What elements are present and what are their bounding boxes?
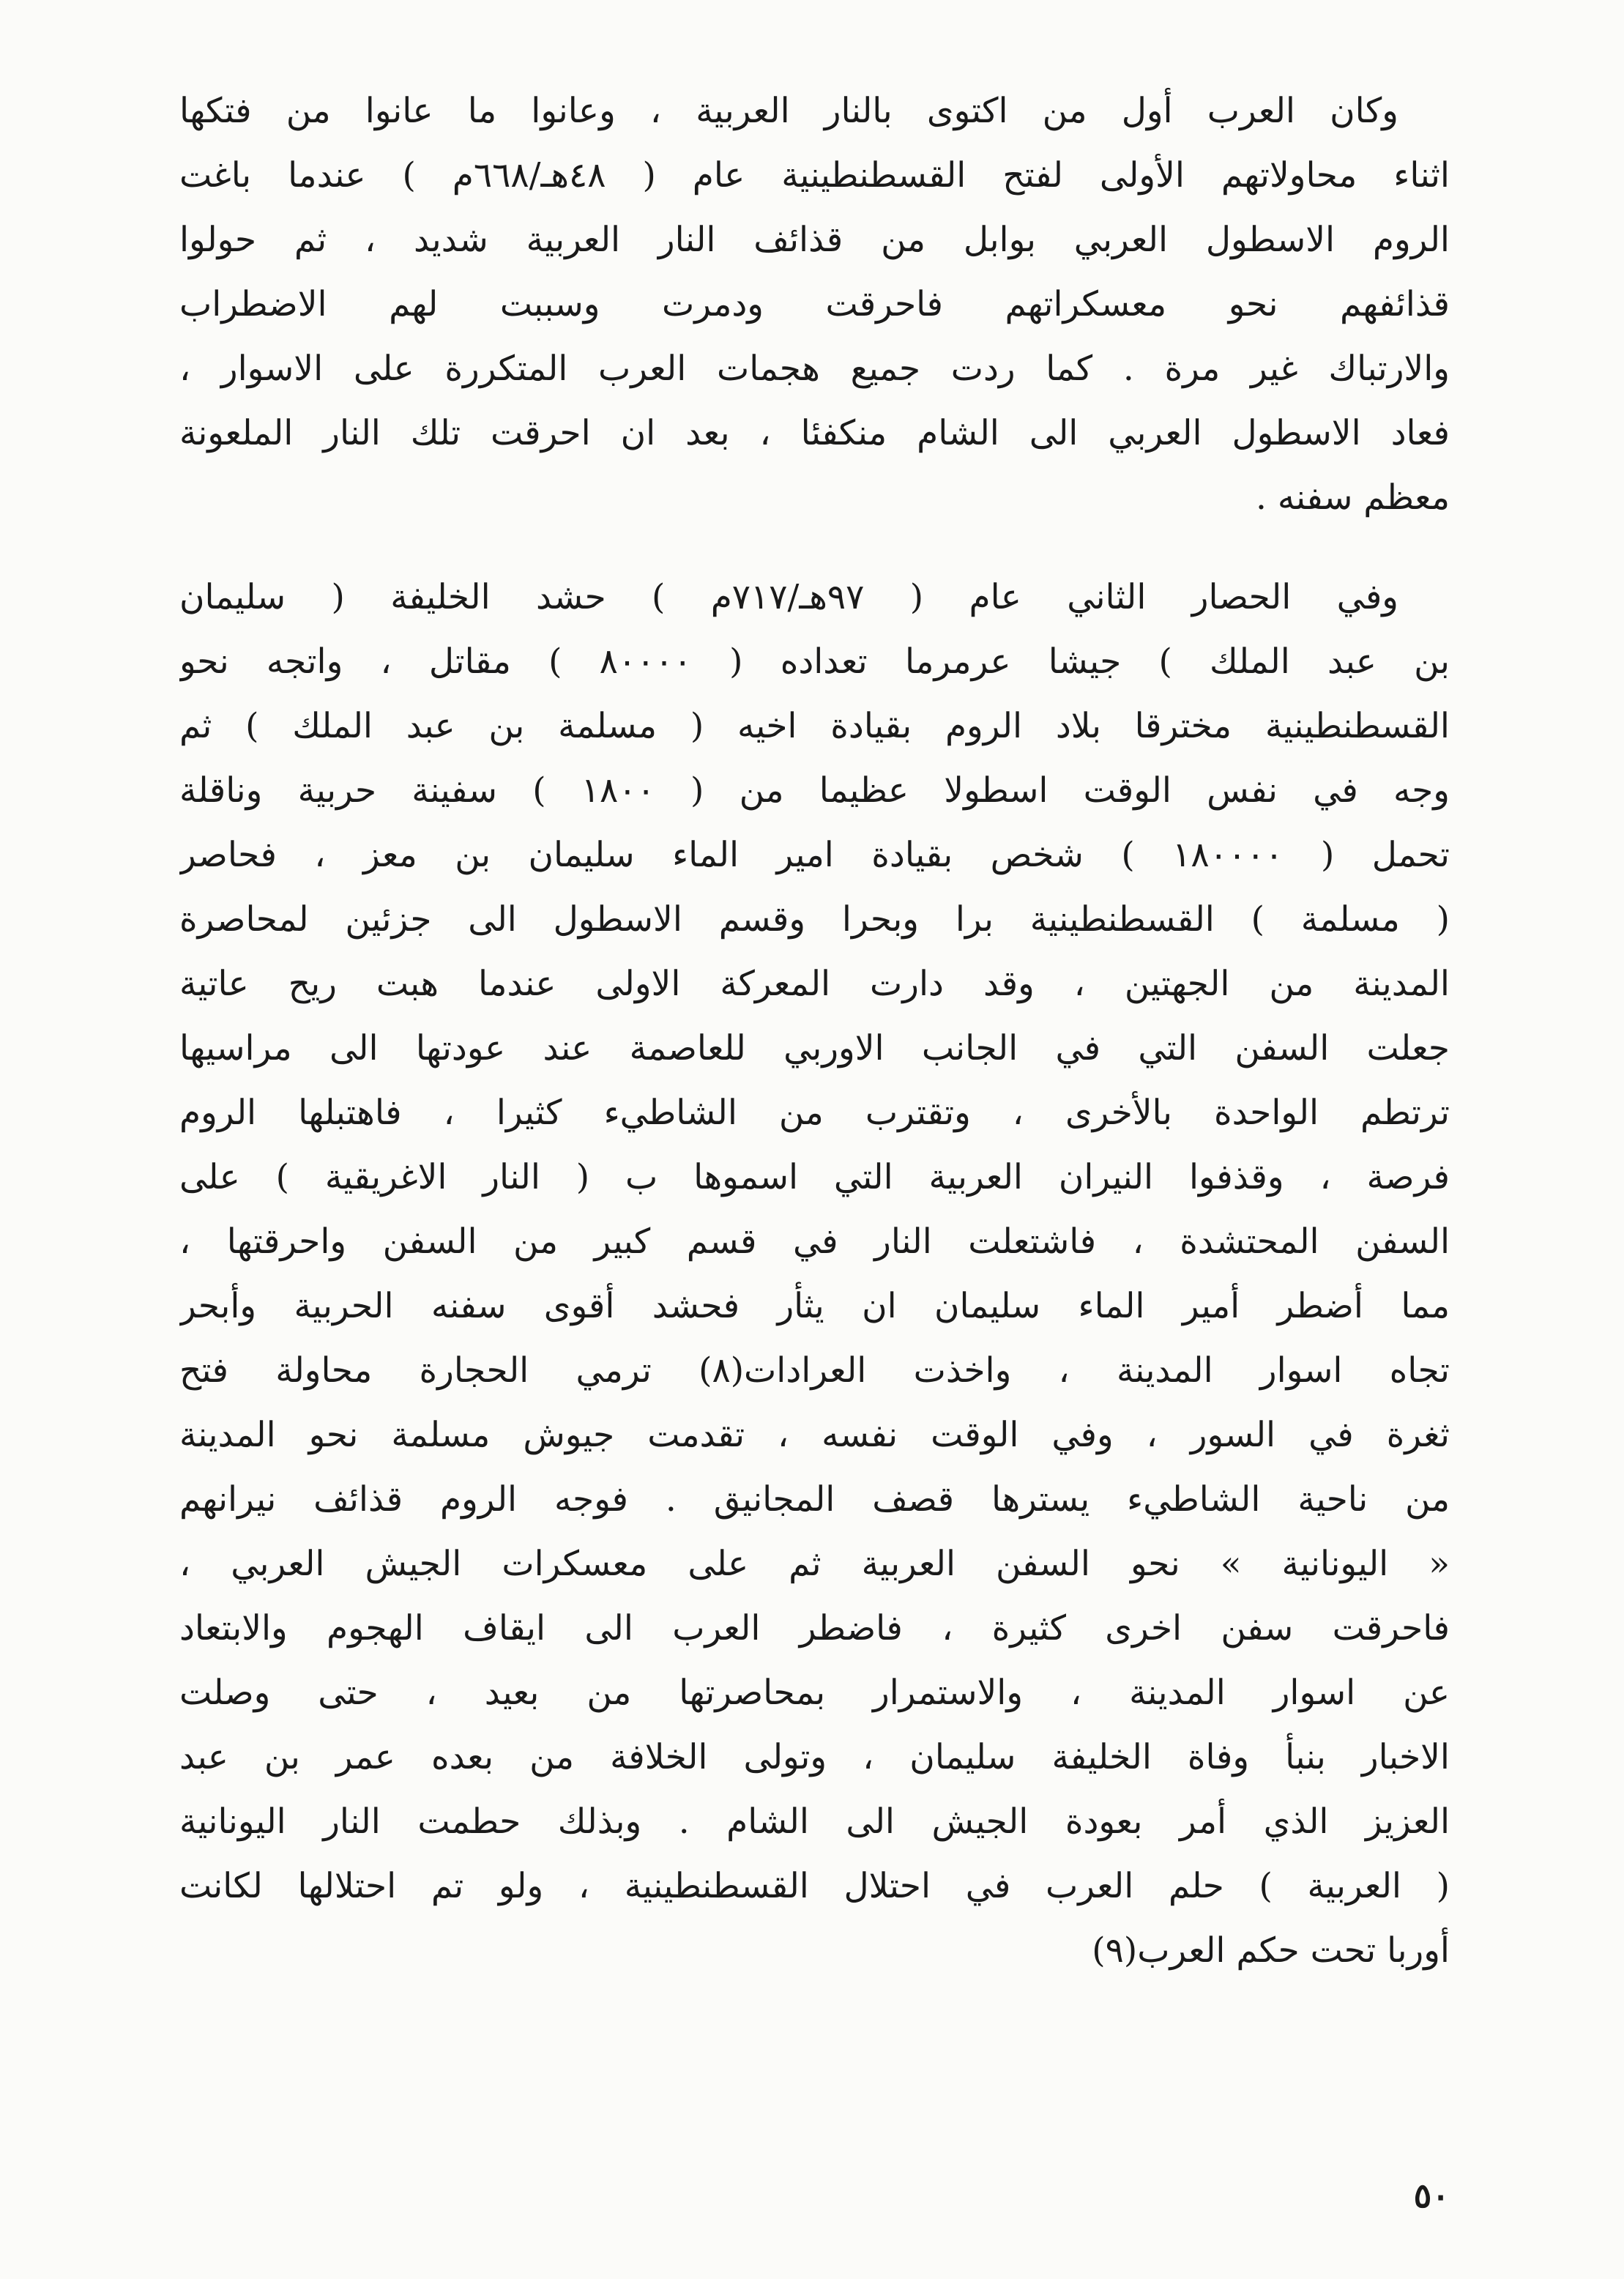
text-line: مما أضطر أمير الماء سليمان ان يثأر فحشد أقوى سفنه الحربية وأبحر <box>179 1286 1450 1326</box>
text-line: وفي الحصار الثاني عام ( ٩٧هـ/٧١٧م ) حشد الخليفة ( سليمان <box>179 577 1398 617</box>
body-text <box>179 79 1450 1983</box>
text-line: السفن المحتشدة ، فاشتعلت النار في قسم كبير من السفن واحرقتها ، <box>179 1222 1450 1262</box>
paragraph-spacer <box>179 530 1450 565</box>
text-line: من ناحية الشاطيء يسترها قصف المجانيق . فوجه الروم قذائف نيرانهم <box>179 1479 1450 1520</box>
text-line: وجه في نفس الوقت اسطولا عظيما من ( ١٨٠٠ ) سفينة حربية وناقلة <box>179 770 1450 811</box>
text-line: العزيز الذي أمر بعودة الجيش الى الشام . وبذلك حطمت النار اليونانية <box>179 1802 1450 1842</box>
text-line: « اليونانية » نحو السفن العربية ثم على معسكرات الجيش العربي ، <box>179 1544 1450 1584</box>
text-line: الاخبار بنبأ وفاة الخليفة سليمان ، وتولى الخلافة من بعده عمر بن عبد <box>179 1737 1450 1777</box>
text-line: ترتطم الواحدة بالأخرى ، وتقترب من الشاطيء كثيرا ، فاهتبلها الروم <box>179 1093 1450 1133</box>
text-line: تجاه اسوار المدينة ، واخذت العرادات(٨) ترمي الحجارة محاولة فتح <box>179 1350 1450 1391</box>
text-line: ثغرة في السور ، وفي الوقت نفسه ، تقدمت جيوش مسلمة نحو المدينة <box>179 1415 1450 1455</box>
text-line: المدينة من الجهتين ، وقد دارت المعركة الاولى عندما هبت ريح عاتية <box>179 964 1450 1004</box>
text-line: معظم سفنه . <box>1255 477 1450 518</box>
text-line: وكان العرب أول من اكتوى بالنار العربية ، وعانوا ما عانوا من فتكها <box>179 91 1398 131</box>
text-line: بن عبد الملك ) جيشا عرمرما تعداده ( ٨٠٠٠٠ ) مقاتل ، واتجه نحو <box>179 642 1450 682</box>
page-number: ٥٠ <box>1413 2176 1450 2215</box>
text-line: جعلت السفن التي في الجانب الاوربي للعاصمة عند عودتها الى مراسيها <box>179 1028 1450 1068</box>
text-line: عن اسوار المدينة ، والاستمرار بمحاصرتها من بعيد ، حتى وصلت <box>179 1673 1450 1713</box>
text-line: ( مسلمة ) القسطنطينية برا وبحرا وقسم الاسطول الى جزئين لمحاصرة <box>179 899 1450 940</box>
paragraph-2 <box>179 565 1450 1983</box>
text-line: فرصة ، وقذفوا النيران العربية التي اسموها ب ( النار الاغريقية ) على <box>179 1157 1450 1197</box>
text-line: فاحرقت سفن اخرى كثيرة ، فاضطر العرب الى ايقاف الهجوم والابتعاد <box>179 1608 1450 1648</box>
text-line: والارتباك غير مرة . كما ردت جميع هجمات العرب المتكررة على الاسوار ، <box>179 349 1450 389</box>
text-line: أوربا تحت حكم العرب(٩) <box>1092 1930 1450 1971</box>
text-line: تحمل ( ١٨٠٠٠٠ ) شخص بقيادة امير الماء سليمان بن معز ، فحاصر <box>179 835 1450 875</box>
text-line: فعاد الاسطول العربي الى الشام منكفئا ، بعد ان احرقت تلك النار الملعونة <box>179 413 1450 453</box>
text-line: قذائفهم نحو معسكراتهم فاحرقت ودمرت وسببت لهم الاضطراب <box>179 284 1450 324</box>
text-line: القسطنطينية مخترقا بلاد الروم بقيادة اخيه ( مسلمة بن عبد الملك ) ثم <box>179 706 1450 746</box>
text-line: ( العربية ) حلم العرب في احتلال القسطنطينية ، ولو تم احتلالها لكانت <box>179 1866 1450 1906</box>
text-line: اثناء محاولاتهم الأولى لفتح القسطنطينية عام ( ٤٨هـ/٦٦٨م ) عندما باغت <box>179 155 1450 196</box>
paragraph-1 <box>179 79 1450 530</box>
text-line: الروم الاسطول العربي بوابل من قذائف النار العربية شديد ، ثم حولوا <box>179 220 1450 260</box>
